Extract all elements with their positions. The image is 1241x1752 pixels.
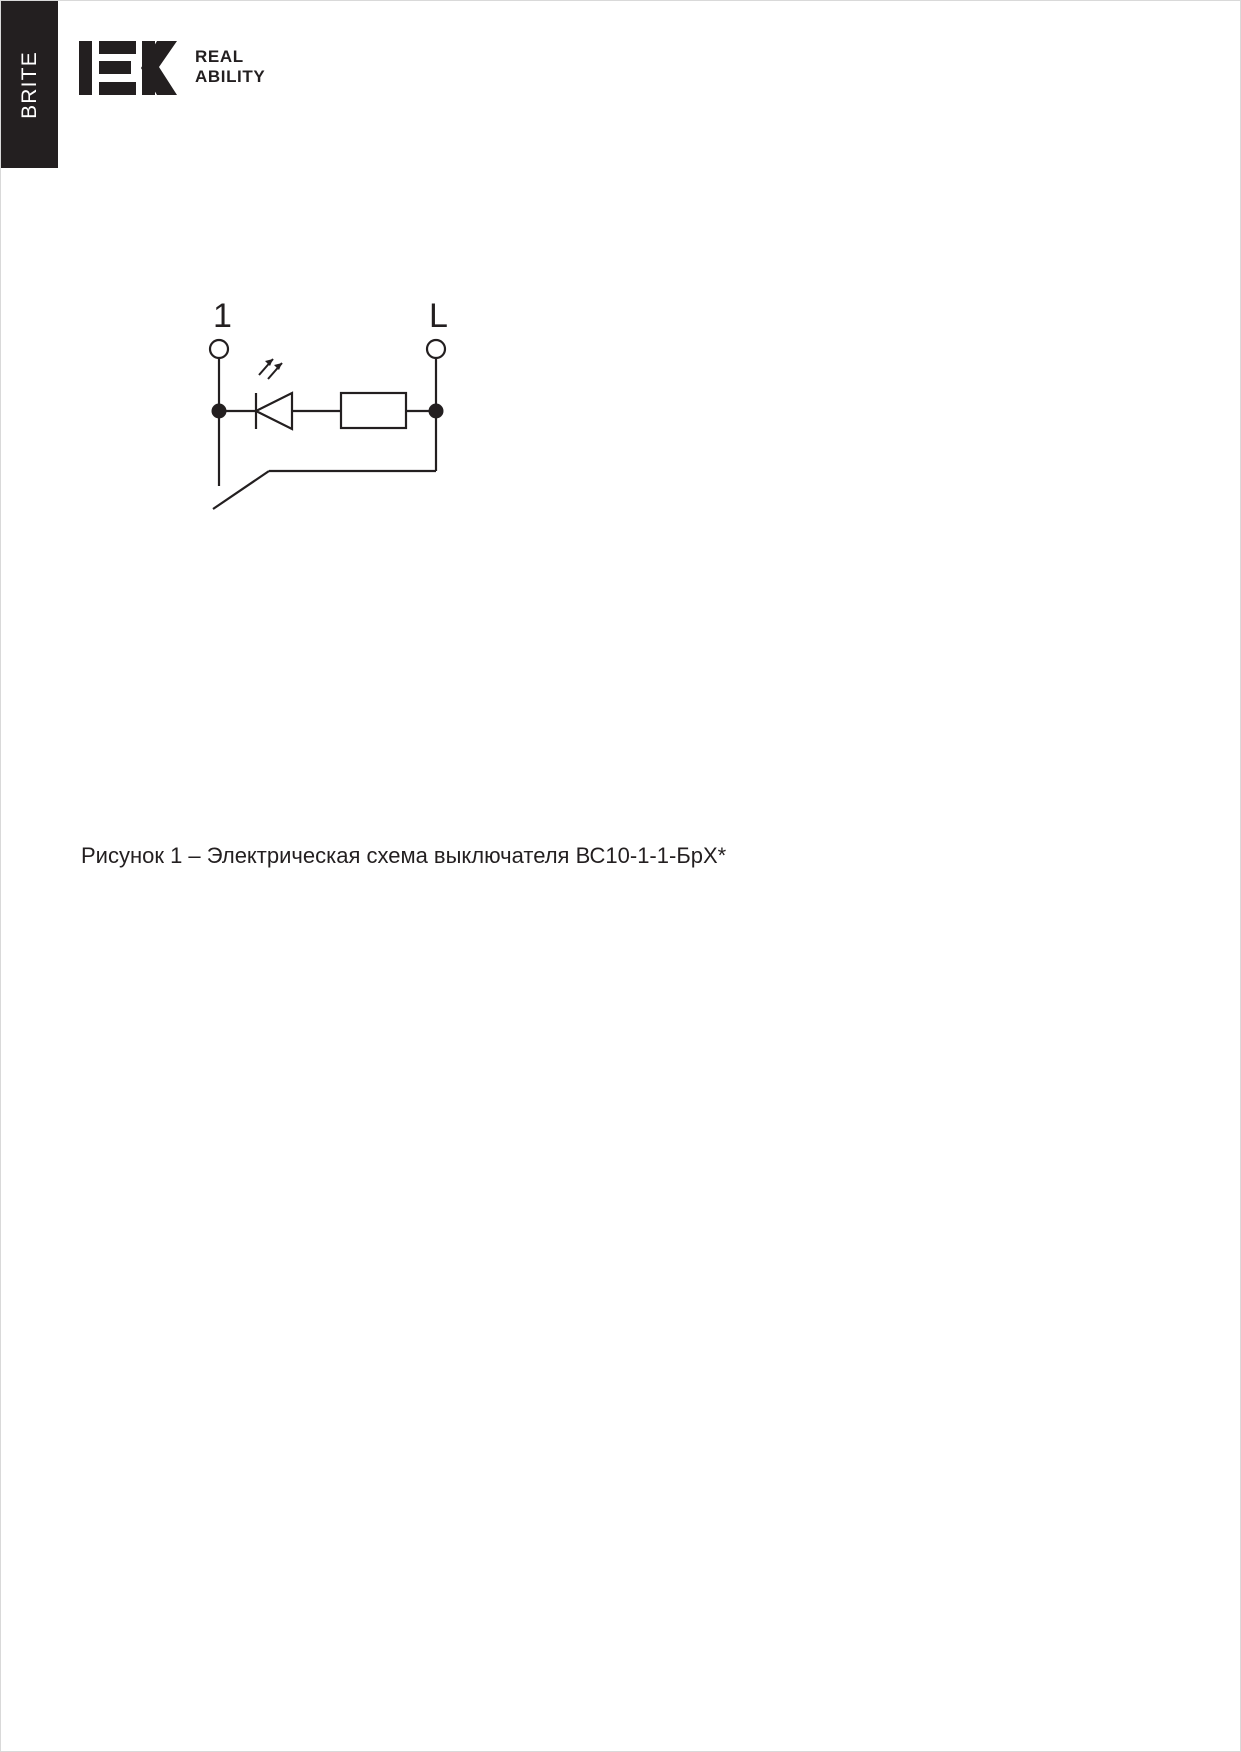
led-indicator-symbol-icon	[256, 359, 292, 429]
wiring-schematic	[151, 271, 551, 561]
brand-tab	[1, 1, 58, 168]
terminal-1-circle-icon	[210, 340, 228, 358]
junction-dot-left	[212, 404, 227, 419]
iek-logo-mark-icon	[79, 37, 181, 99]
terminal-L-label: L	[429, 297, 448, 335]
logo-tagline-line2: ABILITY	[195, 67, 266, 87]
figure-caption: Рисунок 1 – Электрическая схема выключателя ВС10-1-1-БрХ*	[81, 843, 727, 868]
iek-logo	[79, 37, 265, 99]
resistor-symbol-icon	[341, 393, 406, 428]
iek-logo-tagline	[195, 47, 265, 87]
terminal-1-label: 1	[213, 297, 232, 335]
switch-moving-contact	[213, 471, 269, 509]
brand-tab-label: BRITE	[17, 50, 41, 119]
junction-dot-right	[429, 404, 444, 419]
logo-tagline-line1: REAL	[195, 47, 244, 66]
terminal-L-circle-icon	[427, 340, 445, 358]
